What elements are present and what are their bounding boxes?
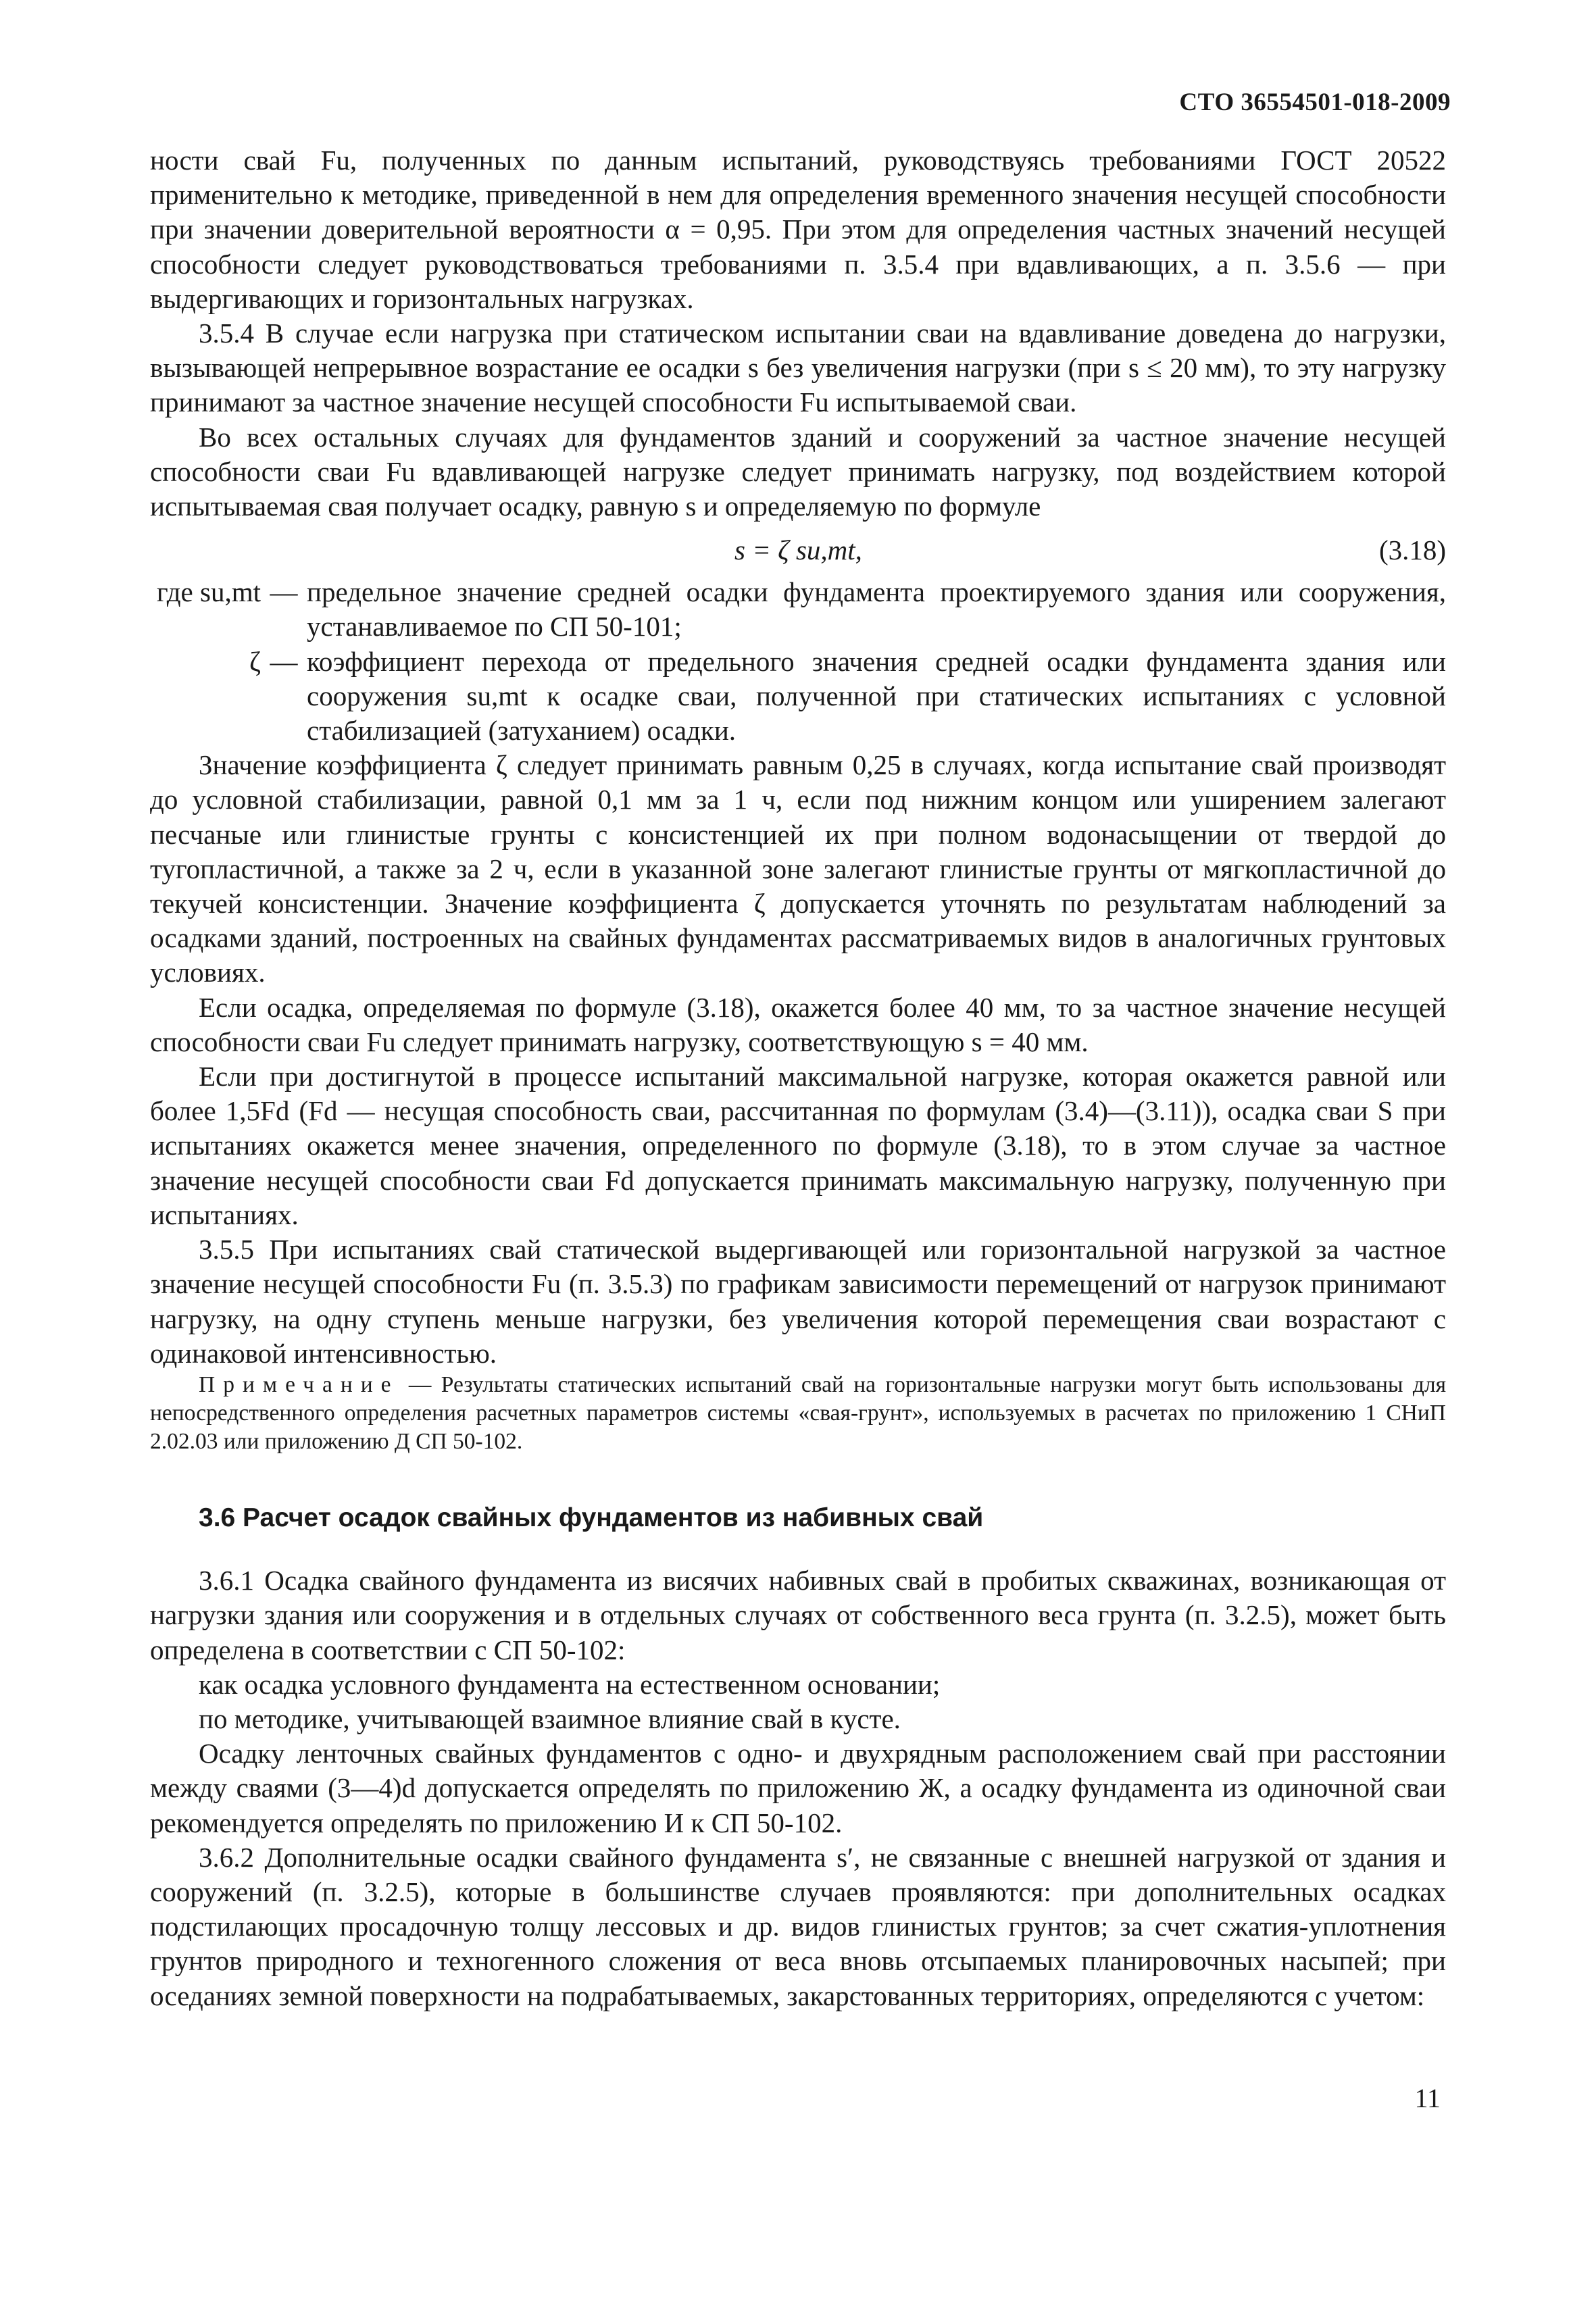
paragraph: ности свай Fu, полученных по данным испытаний, руководствуясь требованиями ГОСТ 20522 применительно к методике, приведенной в нем для определения временного значения несущей способности при значении доверительной вероятности α = 0,95. При этом для определения частных значений несущей способности следует руководствоваться требованиями п. 3.5.4 при вдавливающих, а п. 3.5.6 — при выдергивающих и горизонтальных нагрузках. (150, 145, 1446, 314)
paragraph: как осадка условного фундамента на естественном основании; (199, 1668, 941, 1700)
definition-item (150, 645, 1446, 749)
formula-expression: s = ζ su,mt, (734, 534, 862, 566)
paragraph: 3.5.4 В случае если нагрузка при статическом испытании сваи на вдавливание доведена до нагрузки, вызывающей непрерывное возрастание ее осадки s без увеличения нагрузки (при s ≤ 20 мм), то эту нагрузку принимают за частное значение несущей способности Fu испытываемой сваи. (150, 318, 1446, 418)
definition-symbol: ζ (249, 645, 261, 677)
paragraph: Осадку ленточных свайных фундаментов с одно- и двухрядным расположением свай при расстоянии между сваями (3—4)d допускается определять по приложению Ж, а осадку фундамента из одиночной сваи рекомендуется определять по приложению И к СП 50-102. (150, 1738, 1446, 1838)
paragraph: Значение коэффициента ζ следует принимать равным 0,25 в случаях, когда испытание свай производят до условной стабилизации, равной 0,1 мм за 1 ч, если под нижним концом или уширением залегают песчаные или глинистые грунты с консистенцией их при полном водонасыщении от твердой до тугопластичной, а также за 2 ч, если в указанной зоне залегают глинистые грунты от мягкопластичной до текучей консистенции. Значение коэффициента ζ допускается уточнять по результатам наблюдений за осадками зданий, построенных на свайных фундаментах рассматриваемых видов в аналогичных грунтовых условиях. (150, 749, 1446, 988)
section-heading: 3.6 Расчет осадок свайных фундаментов из набивных свай (199, 1503, 984, 1532)
note-label: Примечание (199, 1372, 399, 1397)
definition-text: коэффициент перехода от предельного значения средней осадки фундамента здания или сооружения su,mt к осадке сваи, полученной при статических испытаниях с условной стабилизацией (затуханием) осадки. (307, 645, 1446, 747)
paragraph: 3.6.2 Дополнительные осадки свайного фундамента s′, не связанные с внешней нагрузкой от здания и сооружений (п. 3.2.5), которые в большинстве случаев проявляются: при дополнительных осадках подстилающих просадочную толщу лессовых и др. видов глинистых грунтов; за счет сжатия-уплотнения грунтов природного и техногенного сложения от веса вновь отсыпаемых планировочных насыпей; при оседаниях земной поверхности на подрабатываемых, закарстованных территориях, определяются с учетом: (150, 1841, 1446, 2011)
page-body (150, 143, 1446, 2013)
page-number: 11 (1414, 2083, 1441, 2113)
formula-block (150, 524, 1446, 575)
document-code-header: СТО 36554501-018-2009 (1179, 89, 1451, 116)
definition-item (150, 575, 1446, 644)
definition-dash: — (270, 645, 298, 677)
definition-symbol: где su,mt (156, 576, 261, 608)
paragraph: по методике, учитывающей взаимное влияние свай в кусте. (199, 1703, 901, 1734)
paragraph: Во всех остальных случаях для фундаментов зданий и сооружений за частное значение несущей способности сваи Fu вдавливающей нагрузке следует принимать нагрузку, под воздействием которой испытываемая свая получает осадку, равную s и определяемую по формуле (150, 421, 1446, 522)
note (150, 1371, 1446, 1456)
definition-dash: — (270, 576, 298, 608)
formula-number: (3.18) (1378, 534, 1446, 566)
paragraph: Если при достигнутой в процессе испытаний максимальной нагрузке, которая окажется равной или более 1,5Fd (Fd — несущая способность сваи, рассчитанная по формулам (3.4)—(3.11)), осадка сваи S при испытаниях окажется менее значения, определенного по формуле (3.18), то в этом случае за частное значение несущей способности сваи Fd допускается принимать максимальную нагрузку, полученную при испытаниях. (150, 1061, 1446, 1230)
paragraph: 3.6.1 Осадка свайного фундамента из висячих набивных свай в пробитых скважинах, возникающая от нагрузки здания или сооружения и в отдельных случаях от собственного веса грунта (п. 3.2.5), может быть определена в соответствии с СП 50-102: (150, 1565, 1446, 1665)
paragraph: Если осадка, определяемая по формуле (3.18), окажется более 40 мм, то за частное значение несущей способности сваи Fu следует принимать нагрузку, соответствующую s = 40 мм. (150, 991, 1446, 1057)
paragraph: 3.5.5 При испытаниях свай статической выдергивающей или горизонтальной нагрузкой за частное значение несущей способности Fu (п. 3.5.3) по графикам зависимости перемещений от нагрузок принимают нагрузку, на одну ступень меньше нагрузки, без увеличения которой перемещения сваи возрастают с одинаковой интенсивностью. (150, 1234, 1446, 1369)
note-text: — Результаты статических испытаний свай на горизонтальные нагрузки могут быть использованы для непосредственного определения расчетных параметров системы «свая-грунт», используемых в расчетах по приложению 1 СНиП 2.02.03 или приложению Д СП 50-102. (150, 1372, 1446, 1454)
definition-text: предельное значение средней осадки фундамента проектируемого здания или сооружения, устанавливаемое по СП 50-101; (307, 576, 1446, 643)
